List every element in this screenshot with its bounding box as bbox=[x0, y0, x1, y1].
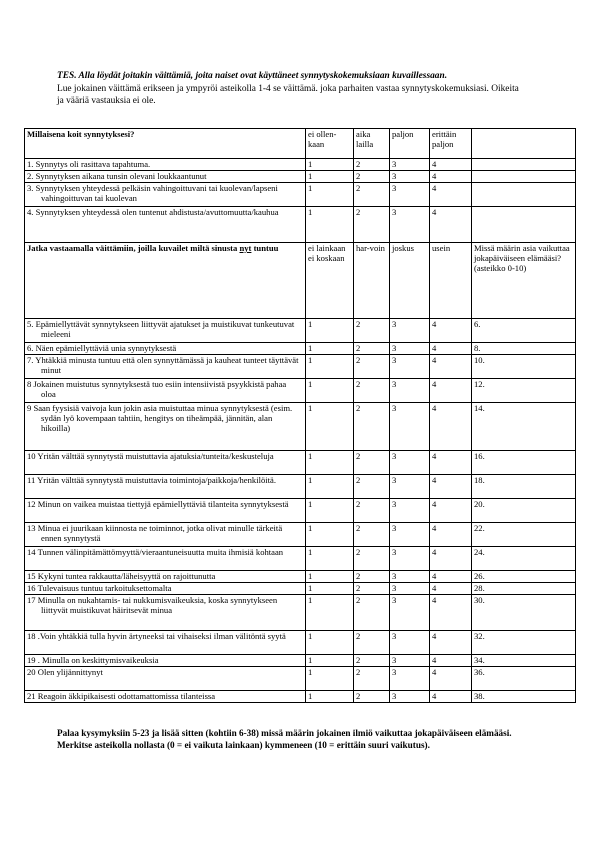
rating-option[interactable]: 4 bbox=[430, 451, 472, 475]
rating-option[interactable]: 1 bbox=[306, 183, 354, 207]
question-text: 20 Olen ylijännittynyt bbox=[25, 667, 306, 691]
rating-option[interactable]: 1 bbox=[306, 523, 354, 547]
question-text: 4. Synnytyksen yhteydessä olen tuntenut ahdistusta/avuttomuutta/kauhua bbox=[25, 207, 306, 243]
impact-score-cell[interactable]: 20. bbox=[472, 499, 576, 523]
rating-option[interactable]: 4 bbox=[430, 171, 472, 183]
question-row bbox=[25, 583, 576, 595]
rating-option[interactable]: 4 bbox=[430, 655, 472, 667]
rating-option[interactable]: 3 bbox=[390, 343, 430, 355]
column-header: ei ollen-kaan bbox=[306, 129, 354, 159]
rating-option[interactable]: 1 bbox=[306, 207, 354, 243]
rating-option[interactable]: 2 bbox=[354, 523, 390, 547]
question-row bbox=[25, 631, 576, 655]
rating-option[interactable]: 2 bbox=[354, 571, 390, 583]
rating-option[interactable]: 3 bbox=[390, 667, 430, 691]
question-row bbox=[25, 691, 576, 703]
rating-option[interactable]: 2 bbox=[354, 475, 390, 499]
rating-option[interactable]: 3 bbox=[390, 319, 430, 343]
question-text: 17 Minulla on nukahtamis- tai nukkumisvaikeuksia, koska synnytykseen liittyvät muistikuvat häiritsevät minua bbox=[25, 595, 306, 631]
rating-option[interactable]: 2 bbox=[354, 547, 390, 571]
column-header: usein bbox=[430, 243, 472, 319]
question-text: 10 Yritän välttää synnytystä muistuttavia ajatuksia/tunteita/keskusteluja bbox=[25, 451, 306, 475]
question-row bbox=[25, 207, 576, 243]
question-text: 13 Minua ei juurikaan kiinnosta ne toiminnot, jotka olivat minulle tärkeitä ennen synnytystä bbox=[25, 523, 306, 547]
impact-score-cell[interactable] bbox=[472, 207, 576, 243]
impact-score-cell[interactable] bbox=[472, 183, 576, 207]
rating-option[interactable]: 2 bbox=[354, 207, 390, 243]
question-text: 12 Minun on vaikea muistaa tiettyjä epämiellyttäviä tilanteita synnytyksestä bbox=[25, 499, 306, 523]
question-row bbox=[25, 523, 576, 547]
impact-score-cell[interactable]: 34. bbox=[472, 655, 576, 667]
rating-option[interactable]: 2 bbox=[354, 583, 390, 595]
rating-option[interactable]: 4 bbox=[430, 475, 472, 499]
impact-score-cell[interactable]: 26. bbox=[472, 571, 576, 583]
rating-option[interactable]: 2 bbox=[354, 183, 390, 207]
rating-option[interactable]: 2 bbox=[354, 451, 390, 475]
section-2 bbox=[25, 243, 576, 703]
rating-option[interactable]: 3 bbox=[390, 499, 430, 523]
rating-option[interactable]: 1 bbox=[306, 171, 354, 183]
question-text: 15 Kykyni tuntea rakkautta/läheisyyttä on rajoittunutta bbox=[25, 571, 306, 583]
rating-option[interactable]: 3 bbox=[390, 595, 430, 631]
rating-option[interactable]: 3 bbox=[390, 403, 430, 451]
rating-option[interactable]: 3 bbox=[390, 183, 430, 207]
question-text: 7. Yhtäkkiä minusta tuntuu että olen synnyttämässä ja kauheat tunteet täyttävät minut bbox=[25, 355, 306, 379]
impact-score-cell[interactable]: 36. bbox=[472, 667, 576, 691]
section-2-header-text: Jatka vastaamalla väittämiin, joilla kuvailet miltä sinusta bbox=[27, 243, 240, 253]
rating-option[interactable]: 4 bbox=[430, 319, 472, 343]
column-header: joskus bbox=[390, 243, 430, 319]
question-row bbox=[25, 655, 576, 667]
question-text: 1. Synnytys oli rasittava tapahtuma. bbox=[25, 159, 306, 171]
footer-instructions: Palaa kysymyksiin 5-23 ja lisää sitten (kohtiin 6-38) missä määrin jokainen ilmiö vaikuttaa jokapäiväiseen elämääsi. Merkitse asteikolla nollasta (0 = ei vaikuta lainkaan) kymmeneen (10 = erittäin suuri vaikutus). bbox=[57, 728, 512, 750]
question-text: 14 Tunnen välinpitämättömyyttä/vieraantuneisuutta muita ihmisiä kohtaan bbox=[25, 547, 306, 571]
rating-option[interactable]: 3 bbox=[390, 207, 430, 243]
rating-option[interactable]: 4 bbox=[430, 379, 472, 403]
rating-option[interactable]: 3 bbox=[390, 355, 430, 379]
question-row bbox=[25, 571, 576, 583]
rating-option[interactable]: 4 bbox=[430, 355, 472, 379]
rating-option[interactable]: 4 bbox=[430, 547, 472, 571]
impact-score-cell[interactable]: 16. bbox=[472, 451, 576, 475]
impact-score-cell[interactable]: 6. bbox=[472, 319, 576, 343]
question-row bbox=[25, 171, 576, 183]
impact-score-cell[interactable]: 30. bbox=[472, 595, 576, 631]
question-row bbox=[25, 379, 576, 403]
rating-option[interactable]: 3 bbox=[390, 571, 430, 583]
question-row bbox=[25, 667, 576, 691]
rating-option[interactable]: 2 bbox=[354, 171, 390, 183]
rating-option[interactable]: 4 bbox=[430, 183, 472, 207]
question-text: 8 Jokainen muistutus synnytyksestä tuo esiin intensiivistä psyykkistä pahaa oloa bbox=[25, 379, 306, 403]
question-text: 6. Näen epämiellyttäviä unia synnytyksestä bbox=[25, 343, 306, 355]
rating-option[interactable]: 2 bbox=[354, 499, 390, 523]
rating-option[interactable]: 4 bbox=[430, 523, 472, 547]
rating-option[interactable]: 3 bbox=[390, 547, 430, 571]
question-row bbox=[25, 475, 576, 499]
rating-option[interactable]: 3 bbox=[390, 379, 430, 403]
question-row bbox=[25, 499, 576, 523]
rating-option[interactable]: 3 bbox=[390, 475, 430, 499]
question-text: 16 Tulevaisuus tuntuu tarkoituksettomalta bbox=[25, 583, 306, 595]
rating-option[interactable]: 1 bbox=[306, 159, 354, 171]
question-row bbox=[25, 547, 576, 571]
impact-score-cell[interactable] bbox=[472, 159, 576, 171]
rating-option[interactable]: 4 bbox=[430, 207, 472, 243]
rating-option[interactable]: 2 bbox=[354, 319, 390, 343]
intro bbox=[57, 70, 527, 108]
impact-score-cell[interactable]: 14. bbox=[472, 403, 576, 451]
question-row bbox=[25, 159, 576, 171]
section-2-header-row bbox=[25, 243, 576, 319]
section-1 bbox=[25, 129, 576, 243]
rating-option[interactable]: 1 bbox=[306, 631, 354, 655]
rating-option[interactable]: 1 bbox=[306, 499, 354, 523]
rating-option[interactable]: 4 bbox=[430, 571, 472, 583]
rating-option[interactable]: 1 bbox=[306, 595, 354, 631]
question-text: 21 Reagoin äkkipikaisesti odottamattomissa tilanteissa bbox=[25, 691, 306, 703]
section-1-header: Millaisena koit synnytyksesi? bbox=[25, 129, 306, 159]
question-row bbox=[25, 451, 576, 475]
impact-score-cell[interactable]: 18. bbox=[472, 475, 576, 499]
rating-option[interactable]: 1 bbox=[306, 691, 354, 703]
rating-option[interactable]: 2 bbox=[354, 655, 390, 667]
question-text: 2. Synnytyksen aikana tunsin olevani loukkaantunut bbox=[25, 171, 306, 183]
question-text: 19 . Minulla on keskittymisvaikeuksia bbox=[25, 655, 306, 667]
rating-option[interactable]: 1 bbox=[306, 547, 354, 571]
impact-score-cell[interactable]: 12. bbox=[472, 379, 576, 403]
intro-instructions: Lue jokainen väittämä erikseen ja ympyröi asteikolla 1-4 se väittämä. joka parhaiten vastaa synnytyskokemuksiasi. Oikeita ja vääriä vastauksia ei ole. bbox=[57, 83, 519, 106]
rating-option[interactable]: 1 bbox=[306, 583, 354, 595]
column-header: erittäin paljon bbox=[430, 129, 472, 159]
rating-option[interactable]: 4 bbox=[430, 631, 472, 655]
rating-option[interactable]: 1 bbox=[306, 475, 354, 499]
rating-option[interactable]: 1 bbox=[306, 571, 354, 583]
rating-option[interactable]: 3 bbox=[390, 655, 430, 667]
rating-option[interactable]: 1 bbox=[306, 403, 354, 451]
impact-score-cell[interactable] bbox=[472, 171, 576, 183]
rating-option[interactable]: 4 bbox=[430, 403, 472, 451]
question-text: 18 .Voin yhtäkkiä tulla hyvin ärtyneeksi tai vihaiseksi ilman välitöntä syytä bbox=[25, 631, 306, 655]
rating-option[interactable]: 4 bbox=[430, 499, 472, 523]
rating-option[interactable]: 1 bbox=[306, 379, 354, 403]
rating-option[interactable]: 2 bbox=[354, 403, 390, 451]
question-text: 9 Saan fyysisiä vaivoja kun jokin asia muistuttaa minua synnytyksestä (esim. sydän lyö kovempaan tahtiin, hengitys on tiheämpää, jännitän, alan hikoilla) bbox=[25, 403, 306, 451]
rating-option[interactable]: 3 bbox=[390, 451, 430, 475]
impact-score-cell[interactable]: 22. bbox=[472, 523, 576, 547]
question-row bbox=[25, 355, 576, 379]
section-2-header-underlined: nyt bbox=[239, 243, 252, 253]
rating-option[interactable]: 2 bbox=[354, 667, 390, 691]
rating-option[interactable]: 2 bbox=[354, 343, 390, 355]
column-header bbox=[472, 129, 576, 159]
question-row bbox=[25, 319, 576, 343]
impact-score-cell[interactable]: 24. bbox=[472, 547, 576, 571]
rating-option[interactable]: 2 bbox=[354, 159, 390, 171]
rating-option[interactable]: 3 bbox=[390, 631, 430, 655]
rating-option[interactable]: 1 bbox=[306, 355, 354, 379]
rating-option[interactable]: 1 bbox=[306, 451, 354, 475]
column-header: har-voin bbox=[354, 243, 390, 319]
rating-option[interactable]: 4 bbox=[430, 583, 472, 595]
rating-option[interactable]: 2 bbox=[354, 355, 390, 379]
rating-option[interactable]: 1 bbox=[306, 667, 354, 691]
impact-score-cell[interactable]: 28. bbox=[472, 583, 576, 595]
rating-option[interactable]: 3 bbox=[390, 523, 430, 547]
column-header: Missä määrin asia vaikuttaa jokapäiväiseen elämääsi? (asteikko 0-10) bbox=[472, 243, 576, 319]
impact-score-cell[interactable]: 10. bbox=[472, 355, 576, 379]
section-2-header bbox=[25, 243, 306, 319]
impact-score-cell[interactable]: 38. bbox=[472, 691, 576, 703]
rating-option[interactable]: 1 bbox=[306, 343, 354, 355]
rating-option[interactable]: 1 bbox=[306, 655, 354, 667]
rating-option[interactable]: 3 bbox=[390, 159, 430, 171]
question-row bbox=[25, 343, 576, 355]
rating-option[interactable]: 4 bbox=[430, 691, 472, 703]
rating-option[interactable]: 3 bbox=[390, 171, 430, 183]
rating-option[interactable]: 1 bbox=[306, 319, 354, 343]
question-row bbox=[25, 595, 576, 631]
question-row bbox=[25, 403, 576, 451]
rating-option[interactable]: 4 bbox=[430, 667, 472, 691]
column-header: aika lailla bbox=[354, 129, 390, 159]
rating-option[interactable]: 2 bbox=[354, 631, 390, 655]
rating-option[interactable]: 3 bbox=[390, 583, 430, 595]
section-2-header-text-end: tuntuu bbox=[251, 243, 279, 253]
section-1-header-row bbox=[25, 129, 576, 159]
intro-title: TES. Alla löydät joitakin väittämiä, joita naiset ovat käyttäneet synnytyskokemuksiaan kuvaillessaan. bbox=[57, 71, 448, 81]
impact-score-cell[interactable]: 32. bbox=[472, 631, 576, 655]
question-text: 5. Epämiellyttävät synnytykseen liittyvät ajatukset ja muistikuvat tunkeutuvat mieleeni bbox=[25, 319, 306, 343]
column-header: ei lainkaan ei koskaan bbox=[306, 243, 354, 319]
question-text: 3. Synnytyksen yhteydessä pelkäsin vahingoittuvani tai kuolevan/lapseni vahingoittuvan tai kuolevan bbox=[25, 183, 306, 207]
rating-option[interactable]: 4 bbox=[430, 343, 472, 355]
column-header: paljon bbox=[390, 129, 430, 159]
rating-option[interactable]: 3 bbox=[390, 691, 430, 703]
impact-score-cell[interactable]: 8. bbox=[472, 343, 576, 355]
rating-option[interactable]: 2 bbox=[354, 595, 390, 631]
questionnaire-table bbox=[24, 128, 576, 703]
rating-option[interactable]: 4 bbox=[430, 159, 472, 171]
rating-option[interactable]: 2 bbox=[354, 691, 390, 703]
rating-option[interactable]: 2 bbox=[354, 379, 390, 403]
question-text: 11 Yritän välttää synnytystä muistuttavia toimintoja/paikkoja/henkilöitä. bbox=[25, 475, 306, 499]
question-row bbox=[25, 183, 576, 207]
rating-option[interactable]: 4 bbox=[430, 595, 472, 631]
